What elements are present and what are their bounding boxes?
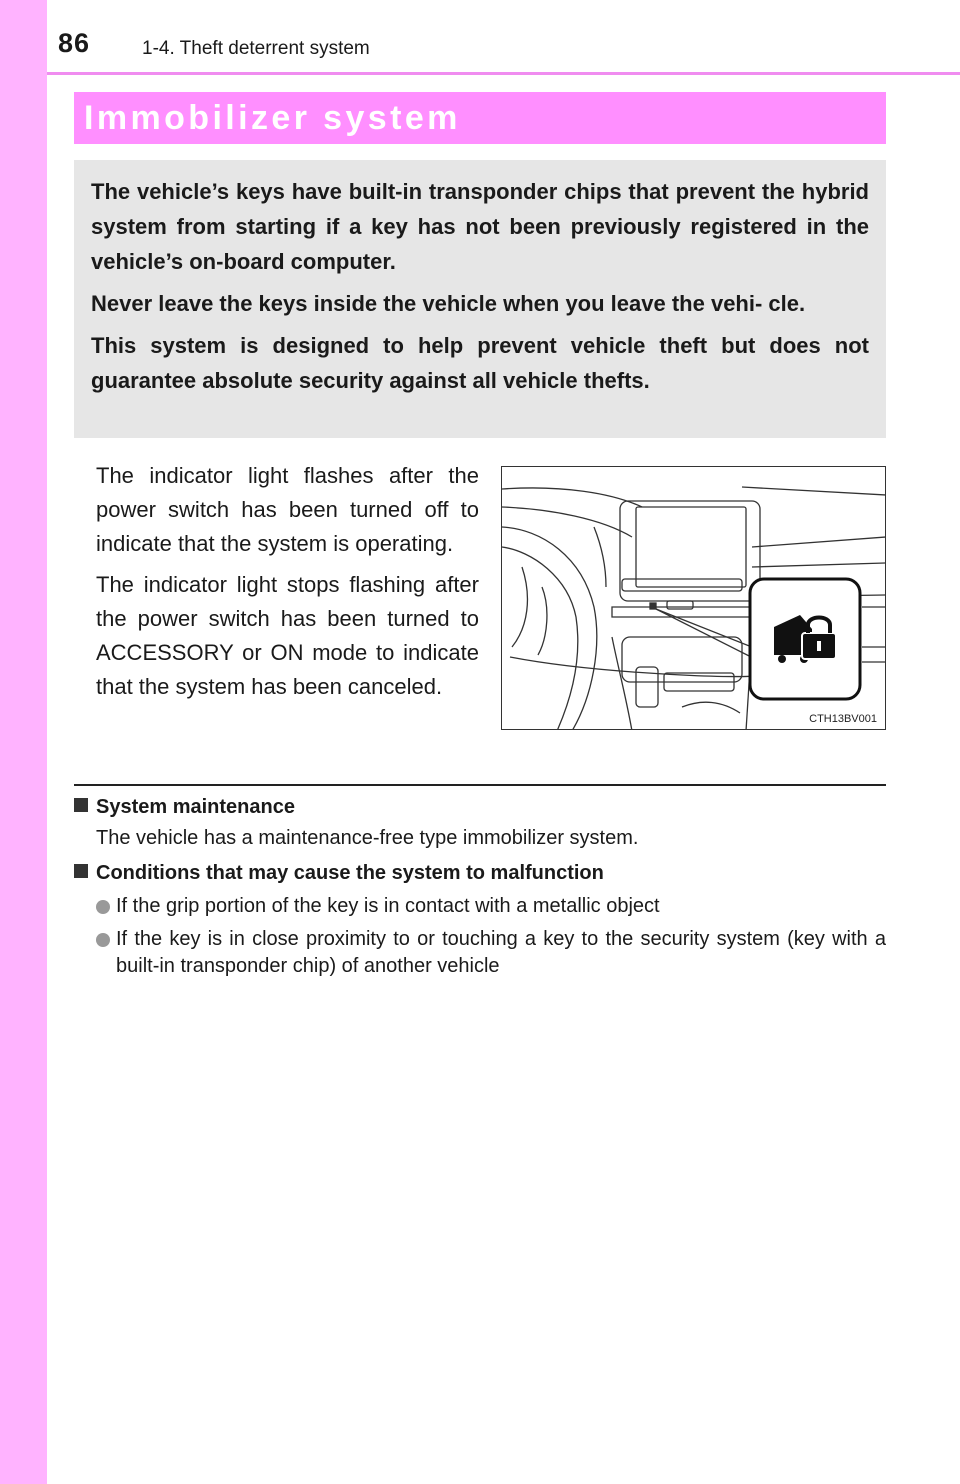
square-bullet-icon: [74, 864, 88, 878]
summary-paragraph: This system is designed to help prevent vehicle theft but does not guarantee absolute security against all vehicle thefts.: [91, 333, 869, 393]
dashboard-illustration: [501, 466, 886, 730]
chapter-heading: 1-4. Theft deterrent system: [142, 38, 370, 59]
figure-code: CTH13BV001: [809, 713, 877, 725]
section-title: Immobilizer system: [84, 99, 461, 137]
circle-bullet-icon: [96, 933, 110, 947]
side-tab-strip: [0, 0, 47, 1484]
circle-bullet-icon: [96, 900, 110, 914]
summary-paragraph: The vehicle’s keys have built-in transponder chips that prevent the hybrid system from starting if a key has not been previously registered in the vehicle’s on-board computer.: [91, 179, 869, 274]
page-number: 86: [58, 28, 91, 58]
section-title-bar: [74, 92, 886, 144]
list-item: [96, 893, 886, 920]
malfunction-heading: [74, 862, 604, 885]
header-rule: [47, 72, 960, 75]
square-bullet-icon: [74, 798, 88, 812]
maintenance-heading-text: System maintenance: [96, 796, 295, 818]
body-paragraph: The indicator light flashes after the power switch has been turned off to indicate that the system is operating.: [96, 463, 479, 556]
maintenance-heading: [74, 796, 295, 819]
section-divider: [74, 784, 886, 786]
maintenance-text: The vehicle has a maintenance-free type immobilizer system.: [96, 827, 639, 849]
body-paragraph: The indicator light stops flashing after the power switch has been turned to ACCESSORY or ON mode to indicate that the system has been canceled.: [96, 572, 479, 699]
list-item: [96, 926, 886, 980]
list-item-text: If the key is in close proximity to or touching a key to the security system (key with a built-in transponder chip) of another vehicle: [116, 928, 886, 977]
dashboard-drawing: [502, 467, 886, 730]
list-item-text: If the grip portion of the key is in contact with a metallic object: [116, 895, 660, 917]
summary-box: [74, 160, 886, 438]
summary-paragraph: Never leave the keys inside the vehicle when you leave the vehi- cle.: [91, 291, 806, 316]
body-text: [96, 459, 479, 711]
malfunction-heading-text: Conditions that may cause the system to malfunction: [96, 862, 604, 884]
